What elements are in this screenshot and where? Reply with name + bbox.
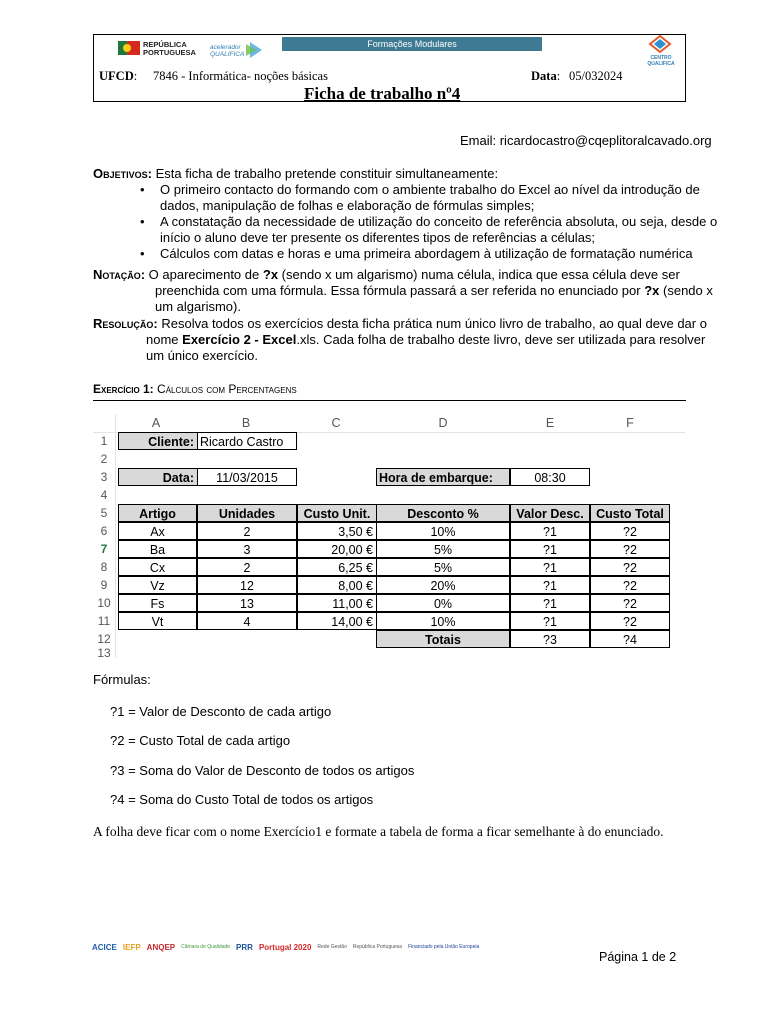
totais-label-cell: Totais [376,630,510,648]
cliente-label-cell: Cliente: [118,432,198,450]
email-line: Email: ricardocastro@cqeplitoralcavado.org [460,133,712,148]
prr-logo: PRR [236,942,253,952]
ufcd-value: 7846 - Informática- noções básicas [153,69,328,83]
acelerador-logo-text: acelerador QUALIFICA [210,44,245,58]
iefp-logo: IEFP [122,942,141,952]
row-header-selected: 7 [100,542,108,556]
table-cell: 2 [197,522,297,540]
objetivo-item: • A constatação da necessidade de utilização do conceito de referência absoluta, ou seja, desde o início o aluno deve ter presente os diferentes tipos de referências a células; [138,214,720,246]
portugal2020-logo: Portugal 2020 [258,942,312,952]
centro-qualifica-text: CENTRO QUALIFICA [647,55,675,67]
objetivos-intro: Esta ficha de trabalho pretende constituir simultaneamente: [155,166,499,181]
notacao-label: Notação: [93,267,146,282]
notacao-text-2: (sendo x um algarismo) numa célula, indica que essa célula deve ser preenchida com uma fórmula. Essa fórmula passará a ser referida no enunciado por [155,267,680,298]
formula-item: ?1 = Valor de Desconto de cada artigo [110,704,332,719]
republica-portuguesa-logo: República Portuguesa [352,944,403,950]
table-cell: 14,00 € [297,612,377,630]
table-cell: ?2 [590,522,670,540]
closing-text: A folha deve ficar com o nome Exercício1 e formate a tabela de forma a ficar semelhante à do enunciado. [93,824,664,839]
row-header: 6 [100,524,108,538]
row-header: 10 [97,596,111,610]
camara-qualidade-logo: Câmara de Qualidade [181,944,231,950]
column-header-d: D [438,416,448,430]
table-cell: 20,00 € [297,540,377,558]
notacao-code-1: ?x [262,267,279,282]
table-cell: Fs [118,594,197,612]
page-number: Página 1 de 2 [599,950,677,964]
eu-funding-logo: Financiado pela União Europeia [408,944,480,950]
table-cell: 6,25 € [297,558,377,576]
total-custo-cell: ?4 [590,630,670,648]
spreadsheet-image [93,414,685,658]
table-cell: ?2 [590,558,670,576]
table-header-cell: Custo Unit. [297,504,377,522]
column-header-e: E [545,416,555,430]
table-cell: 20% [376,576,510,594]
formacoes-modulares-bar: Formações Modulares [282,37,542,51]
table-cell: 12 [197,576,297,594]
table-cell: ?2 [590,576,670,594]
rede-gestao-logo: Rede Gestão [317,944,347,950]
hora-label-cell: Hora de embarque: [376,468,510,486]
table-cell: ?1 [510,612,590,630]
portugal-flag-icon [118,41,140,55]
data-label-cell: Data: [118,468,198,486]
objetivo-item: • Cálculos com datas e horas e uma primeira abordagem à utilização de formatação numérica [138,246,720,262]
objetivos-section [93,166,718,262]
date-value: 05/032024 [569,69,623,83]
table-cell: 10% [376,522,510,540]
table-cell: ?2 [590,594,670,612]
resolucao-text-2: .xls. Cada folha de trabalho deste livro, deve ser utilizada para resolver um único exercício. [146,332,706,363]
ufcd-label: UFCD: [99,69,138,83]
resolucao-filename: Exercício 2 - Excel [182,332,297,347]
table-cell: Ba [118,540,197,558]
row-header: 1 [100,434,108,448]
table-cell: ?1 [510,576,590,594]
row-header: 8 [100,560,108,574]
row-header: 13 [97,648,111,658]
table-cell: Cx [118,558,197,576]
row-header: 2 [100,452,108,466]
table-cell: 8,00 € [297,576,377,594]
row-header: 3 [100,470,108,484]
acice-logo: ACICE [92,942,117,952]
exercicio-title: Cálculos com Percentagens [157,382,297,396]
notacao-code-2: ?x [644,283,660,298]
table-cell: Vt [118,612,197,630]
table-cell: 10% [376,612,510,630]
resolucao-label: Resolução: [93,316,158,331]
table-cell: ?1 [510,522,590,540]
notacao-text-1: O aparecimento de [148,267,260,282]
table-cell: 13 [197,594,297,612]
footer-logos [92,938,522,956]
column-header-b: B [241,416,251,430]
table-cell: ?1 [510,558,590,576]
objetivos-label: Objetivos: [93,166,152,181]
notacao-section [93,267,713,315]
objetivo-item: • O primeiro contacto do formando com o ambiente trabalho do Excel ao nível da introdução de dados, manipulação de folhas e elaboração de fórmulas simples; [138,182,720,214]
row-header: 9 [100,578,108,592]
cliente-value-cell: Ricardo Castro [197,432,297,450]
formula-item: ?2 = Custo Total de cada artigo [110,733,291,748]
table-header-cell: Artigo [118,504,197,522]
notacao-text-3: (sendo x um algarismo). [155,283,713,314]
data-value-cell: 11/03/2015 [197,468,297,486]
total-desc-cell: ?3 [510,630,590,648]
resolucao-section [93,316,713,364]
table-cell: 2 [197,558,297,576]
table-cell: 5% [376,558,510,576]
table-cell: 5% [376,540,510,558]
page-title: Ficha de trabalho nº4 [304,84,461,103]
table-cell: 3 [197,540,297,558]
row-header: 4 [100,488,108,502]
column-header-a: A [151,416,161,430]
table-cell: 3,50 € [297,522,377,540]
table-header-cell: Valor Desc. [510,504,590,522]
table-cell: 4 [197,612,297,630]
table-header-cell: Unidades [197,504,297,522]
exercicio-heading [93,382,686,401]
table-header-cell: Desconto % [376,504,510,522]
row-header: 5 [100,506,108,520]
republica-logo-text: REPÚBLICA PORTUGUESA [143,40,196,57]
exercicio-label: Exercício 1: [93,382,154,396]
formulas-label: Fórmulas: [93,672,151,687]
table-cell: ?2 [590,612,670,630]
hora-value-cell: 08:30 [510,468,590,486]
row-header: 11 [97,614,111,628]
table-cell: ?2 [590,540,670,558]
date-label: Data: [531,69,561,83]
resolucao-text-1: Resolva todos os exercícios desta ficha prática num único livro de trabalho, ao qual deve dar o nome [146,316,707,347]
formula-item: ?3 = Soma do Valor de Desconto de todos os artigos [110,763,415,778]
anqep-logo: ANQEP [146,942,176,952]
table-cell: Ax [118,522,197,540]
table-cell: ?1 [510,540,590,558]
table-cell: Vz [118,576,197,594]
formula-item: ?4 = Soma do Custo Total de todos os artigos [110,792,374,807]
row-header: 12 [97,632,111,646]
table-header-cell: Custo Total [590,504,670,522]
table-cell: 11,00 € [297,594,377,612]
table-cell: 0% [376,594,510,612]
table-cell: ?1 [510,594,590,612]
column-header-c: C [331,416,341,430]
column-header-f: F [626,416,634,430]
